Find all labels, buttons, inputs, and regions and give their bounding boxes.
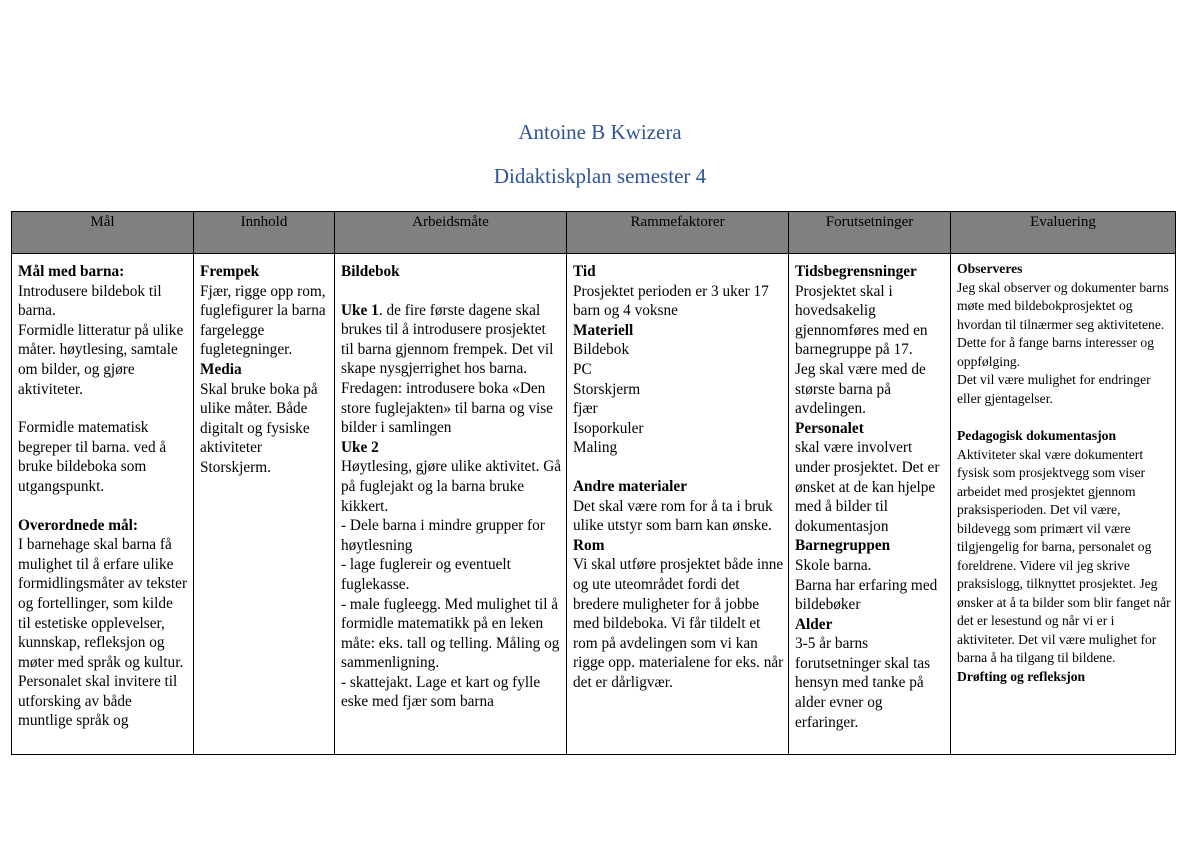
spacer xyxy=(18,497,189,516)
cell-text: Prosjektet skal i hovedsakelig gjennomføres med en barnegruppe på 17. xyxy=(795,282,928,359)
cell-heading: Uke 2 xyxy=(341,438,379,456)
cell-text: 3-5 år barns forutsetninger skal tas hensyn med tanke på alder evner og erfaringer. xyxy=(795,635,931,731)
header-cell: Evaluering xyxy=(951,212,1176,254)
cell-text xyxy=(341,301,562,379)
cell-heading: Bildebok xyxy=(341,263,400,280)
cell-innhold xyxy=(194,254,335,755)
cell-text: Storskjerm xyxy=(573,380,641,398)
cell-heading: Media xyxy=(200,360,242,378)
cell-text: - Dele barna i mindre grupper for høytlesning xyxy=(341,517,545,554)
header-cell: Mål xyxy=(12,212,194,254)
cell-heading: Barnegruppen xyxy=(795,537,891,555)
cell-text: Bildebok xyxy=(573,341,630,359)
cell-text: Vi skal utføre prosjektet både inne og ute uteområdet fordi det bredere muligheter for å jobbe med bildeboka. Vi får tildelt et rom på avdelingen som vi kan rigge opp. materialene for eks. når det er dårligvær. xyxy=(573,556,784,691)
cell-text: Isoporkuler xyxy=(573,419,644,437)
cell-heading: Mål med barna: xyxy=(18,263,125,280)
cell-text: Introdusere bildebok til barna. xyxy=(18,282,162,320)
cell-text: - lage fuglereir og eventuelt fuglekasse. xyxy=(341,556,511,593)
cell-heading: Personalet xyxy=(795,419,864,437)
cell-rammefaktorer xyxy=(567,254,789,755)
spacer xyxy=(341,282,562,301)
cell-text: Det skal være rom for å ta i bruk ulike utstyr som barn kan ønske. xyxy=(573,497,773,535)
cell-text: Formidle litteratur på ulike måter. høytlesing, samtale om bilder, og gjøre aktiviteter. xyxy=(18,321,184,398)
cell-text: PC xyxy=(573,360,592,378)
cell-heading: Frempek xyxy=(200,263,260,280)
cell-heading: Overordnede mål: xyxy=(18,516,138,534)
cell-text: Fjær, rigge opp rom, fuglefigurer la barna fargelegge fugletegninger. xyxy=(200,282,326,359)
header-cell: Rammefaktorer xyxy=(567,212,789,254)
cell-text: - male fugleegg. Med mulighet til å formidle matematikk på en leken måte: eks. tall og telling. Måling og sammenligning. xyxy=(341,595,560,672)
cell-maal xyxy=(12,254,194,755)
cell-heading: Observeres xyxy=(957,261,1023,276)
cell-text: Høytlesing, gjøre ulike aktivitet. Gå på fuglejakt og la barna bruke kikkert. xyxy=(341,458,562,515)
author-name: Antoine B Kwizera xyxy=(518,120,682,144)
cell-text: . de fire første dagene skal brukes til å introdusere prosjektet til barna gjennom frempek. Det vil skape nysgjerrighet hos barna. xyxy=(341,301,554,378)
cell-heading: Uke 1 xyxy=(341,301,379,319)
cell-forutsetninger xyxy=(789,254,951,755)
cell-heading: Alder xyxy=(795,615,833,633)
cell-heading: Drøfting og refleksjon xyxy=(957,668,1086,684)
cell-text: - skattejakt. Lage et kart og fylle eske med fjær som barna xyxy=(341,673,541,711)
spacer xyxy=(957,408,1171,427)
header-cell: Forutsetninger xyxy=(789,212,951,254)
cell-arbeidsmaate xyxy=(335,254,567,755)
cell-heading: Pedagogisk dokumentasjon xyxy=(957,428,1117,443)
header-cell: Innhold xyxy=(194,212,335,254)
table-row xyxy=(12,254,1176,755)
spacer xyxy=(573,458,784,477)
cell-text: fjær xyxy=(573,400,598,418)
cell-text: Fredagen: introdusere boka «Den store fuglejakten» til barna og vise bilder i samlingen xyxy=(341,379,553,437)
cell-text: Skole barna. xyxy=(795,556,872,574)
cell-evaluering xyxy=(951,254,1176,755)
cell-text: Jeg skal være med de største barna på avdelingen. xyxy=(795,360,926,418)
cell-text: Det vil være mulighet for endringer eller gjentagelser. xyxy=(957,372,1151,406)
cell-heading: Rom xyxy=(573,536,605,554)
cell-text: Skal bruke boka på ulike måter. Både digitalt og fysiske aktiviteter Storskjerm. xyxy=(200,380,318,476)
cell-heading: Tid xyxy=(573,263,596,280)
cell-text: Prosjektet perioden er 3 uker 17 barn og 4 voksne xyxy=(573,282,769,320)
header-cell: Arbeidsmåte xyxy=(335,212,567,254)
spacer xyxy=(18,399,189,418)
cell-heading: Materiell xyxy=(573,321,634,339)
cell-text: I barnehage skal barna få mulighet til å erfare ulike formidlingsmåter av tekster og fortellinger, som kilde til estetiske opplevelser, kunnskap, refleksjon og møter med språk og kultur. Personalet skal invitere til utforsking av både muntlige språk og xyxy=(18,536,188,730)
cell-text: Maling xyxy=(573,439,618,457)
plan-table xyxy=(11,211,1176,755)
cell-text: Barna har erfaring med bildebøker xyxy=(795,576,938,614)
cell-text: Aktiviteter skal være dokumentert fysisk som prosjektvegg som viser arbeidet med prosjektet gjennom praksisperioden. Det vil være, bildevegg som primært vil være tilgjengelig for barna, personalet og foreldrene. Videre vil jeg skrive praksislogg, tilknyttet prosjektet. Jeg ønsker at å ta bilder som blir fanget når det er lesestund og når vi er i aktiviteter. Det vil være mulighet for barna å ha tilgang til bildene. xyxy=(957,446,1171,665)
cell-text: Formidle matematisk begreper til barna. ved å bruke bildeboka som utgangspunkt. xyxy=(18,419,167,495)
cell-heading: Andre materialer xyxy=(573,477,687,495)
document-title: Didaktiskplan semester 4 xyxy=(493,164,707,188)
cell-text: Jeg skal observer og dokumenter barns møte med bildebokprosjektet og hvordan til tilnærmer seg aktivitetene. Dette for å fange barns interesser og oppfølging. xyxy=(957,279,1169,369)
table-header-row xyxy=(12,212,1176,254)
cell-text: skal være involvert under prosjektet. Det er ønsket at de kan hjelpe med å bilder til dokumentasjon xyxy=(795,439,940,535)
cell-heading: Tidsbegrensninger xyxy=(795,263,917,280)
